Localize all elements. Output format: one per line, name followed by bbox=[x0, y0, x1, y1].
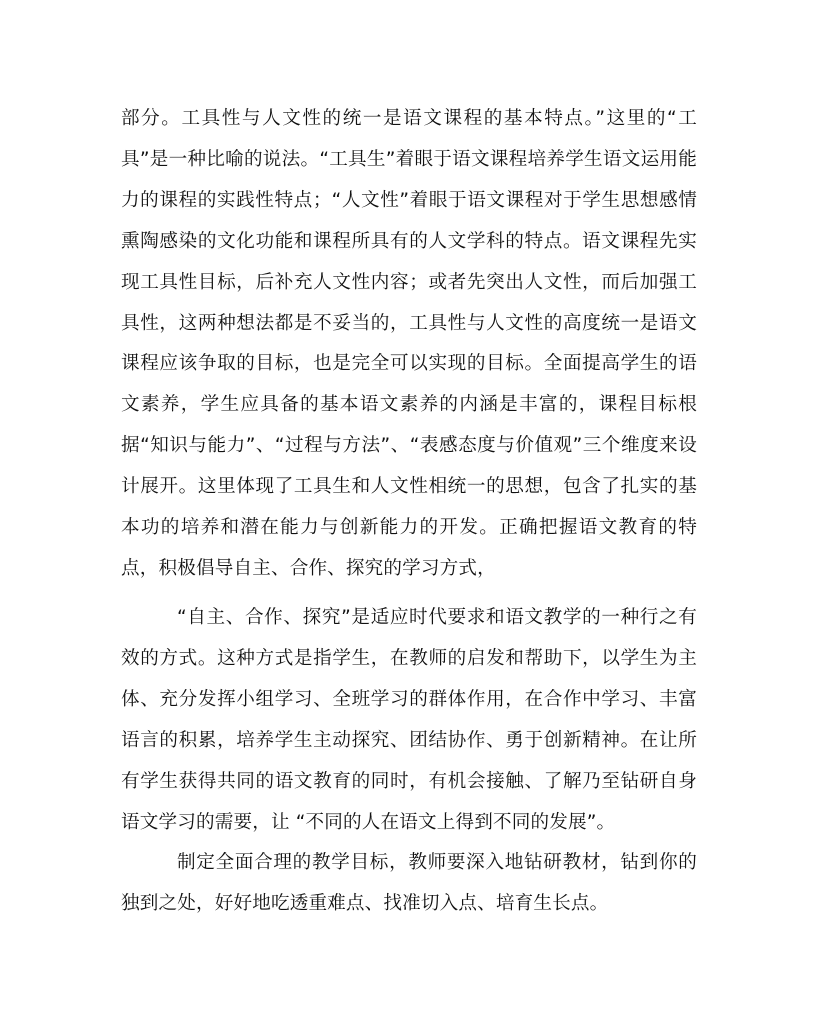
paragraph-1: 部分。工具性与人文性的统一是语文课程的基本特点。”这里的“工具”是一种比喻的说法。“工具生”着眼于语文课程培养学生语文运用能力的课程的实践性特点；“人文性”着眼于语文课程对于学生思想感情熏陶感染的文化功能和课程所具有的人文学科的特点。语文课程先实现工具性目标，后补充人文性内容；或者先突出人文性，而后加强工具性，这两种想法都是不妥当的，工具性与人文性的高度统一是语文课程应该争取的目标，也是完全可以实现的目标。全面提高学生的语文素养，学生应具备的基本语文素养的内涵是丰富的，课程目标根据“知识与能力”、“过程与方法”、“表感态度与价值观”三个维度来设计展开。这里体现了工具生和人文性相统一的思想，包含了扎实的基本功的培养和潜在能力与创新能力的开发。正确把握语文教育的特点，积极倡导自主、合作、探究的学习方式， bbox=[121, 108, 697, 579]
paragraph-2: “自主、合作、探究”是适应时代要求和语文教学的一种行之有效的方式。这种方式是指学生，在教师的启发和帮助下，以学生为主体、充分发挥小组学习、全班学习的群体作用，在合作中学习、丰富语言的积累，培养学生主动探究、团结协作、勇于创新精神。在让所有学生获得共同的语文教育的同时，有机会接触、了解乃至钻研自身语文学习的需要，让 “不同的人在语文上得到不同的发展”。 bbox=[121, 607, 697, 833]
paragraph-3: 制定全面合理的教学目标，教师要深入地钻研教材，钻到你的独到之处，好好地吃透重难点、找准切入点、培育生长点。 bbox=[121, 852, 697, 914]
